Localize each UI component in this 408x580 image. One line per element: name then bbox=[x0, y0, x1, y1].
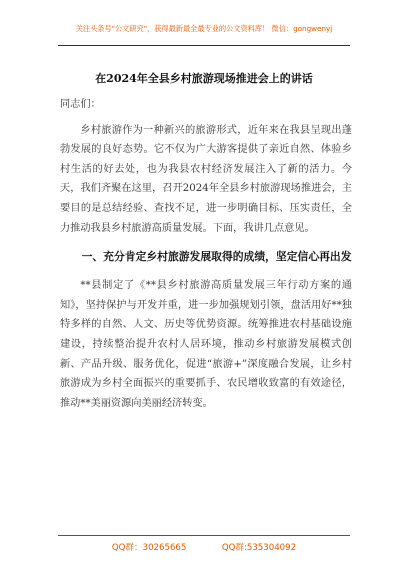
footer-contact bbox=[0, 541, 408, 553]
section-paragraph: **县制定了《**县乡村旅游高质量发展三年行动方案的通知》，坚持保护与开发并重，进一步加强规划引领，盘活用好**独特多样的自然、人文、历史等优势资源。统筹推进农村基础设施建设，持续整治提升农村人居环境，推动乡村旅游发展模式创新、产品升级、服务优化，促进“旅游+”深度融合发展，让乡村旅游成为乡村全面振兴的重要抓手、农民增收致富的有效途径，推动**美丽资源向美丽经济转变。 bbox=[60, 280, 352, 409]
document-title: 在2024年全县乡村旅游现场推进会上的讲话 bbox=[95, 72, 313, 85]
header-promo-note: 关注头条号"公文研究"，获得最新最全最专业的公文资料库！ 微信：gongwenyj bbox=[75, 24, 333, 33]
document-body bbox=[60, 95, 352, 413]
footer-qq-group-2: QQ群:535304092 bbox=[221, 543, 297, 553]
footer-divider bbox=[58, 535, 350, 536]
header-divider bbox=[58, 45, 350, 46]
salutation: 同志们： bbox=[60, 99, 101, 110]
section-heading: 一、充分肯定乡村旅游发展取得的成绩，坚定信心再出发 bbox=[81, 250, 352, 264]
footer-qq-group-1: QQ群：30265665 bbox=[111, 543, 187, 553]
intro-paragraph: 乡村旅游作为一种新兴的旅游形式，近年来在我县呈现出蓬勃发展的良好态势。它不仅为广大游客提供了亲近自然、体验乡村生活的好去处，也为我县农村经济发展注入了新的活力。今天，我们齐聚在这里，召开2024年全县乡村旅游现场推进会，主要目的是总结经验、查找不足，进一步明确目标、压实责任，全力推动我县乡村旅游高质量发展。下面，我讲几点意见。 bbox=[60, 124, 352, 234]
